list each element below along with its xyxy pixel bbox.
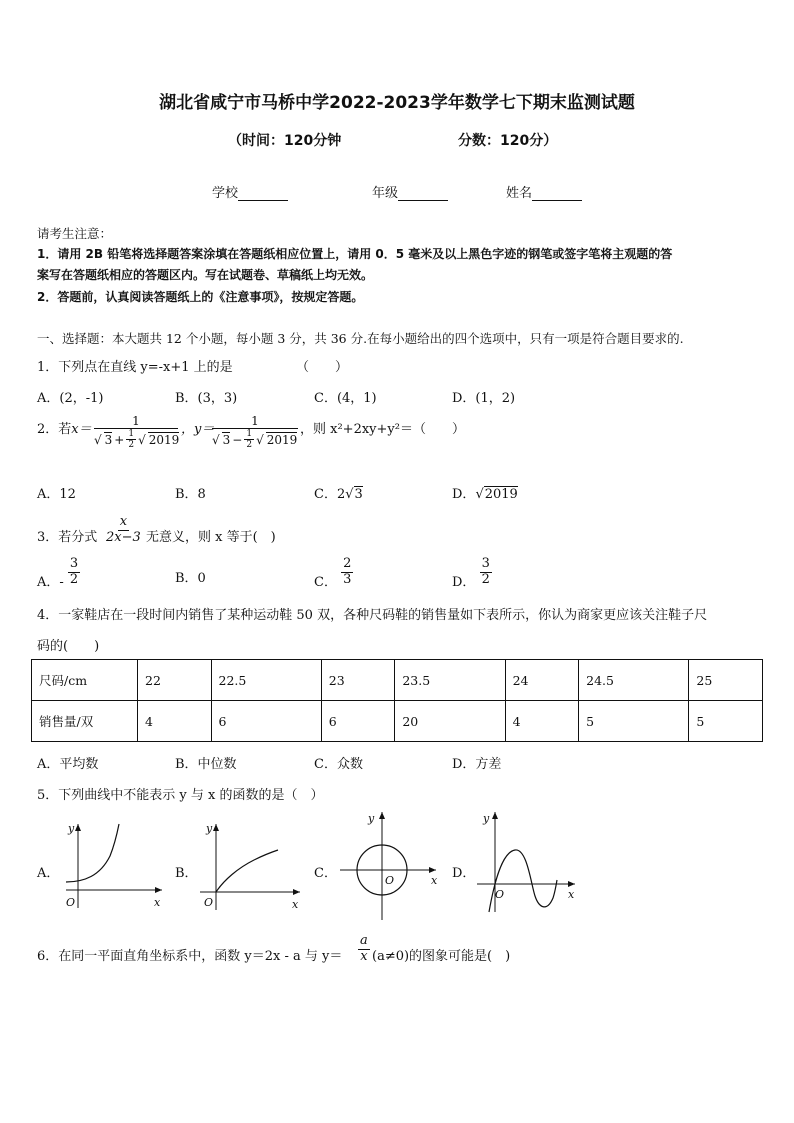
graph-a-origin: O [66, 896, 76, 909]
table-cell: 24.5 [579, 660, 689, 701]
notice-line-1b: 案写在答题纸相应的答题区内。写在试题卷、草稿纸上均无效。 [37, 268, 374, 282]
half-num: 1 [128, 429, 135, 439]
q3-a-den: 2 [69, 571, 79, 587]
q2-y-var: ，y＝ [181, 422, 215, 437]
notice-line-1a: 1．请用 2B 铅笔将选择题答案涂填在答题纸相应位置上，请用 0．5 毫米及以上黑色字迹的钢笔或签字笔将主观题的答 [37, 247, 673, 261]
q2-option-d[interactable]: D．√2019 [452, 487, 518, 502]
table-cell: 25 [689, 660, 763, 701]
sqrt3-x: 3 [104, 433, 113, 448]
q2-prefix: 2．若 [37, 422, 72, 437]
q3-frac-num: x [119, 514, 128, 529]
section-heading: 一、选择题：本大题共 12 个小题，每小题 3 分，共 36 分.在每小题给出的四个选项中，只有一项是符合题目要求的. [37, 331, 684, 346]
q2-stem [37, 418, 92, 437]
q1-paren: （ ） [296, 360, 349, 375]
q2-frac-y-num: 1 [212, 414, 298, 429]
q1-option-b[interactable]: B．(3，3) [175, 391, 238, 406]
graph-c[interactable] [330, 808, 445, 923]
q2-frac-x-den: √ 3 + $\frac{1}{2}$ √ 2019 [94, 429, 180, 451]
school-label: 学校 [212, 186, 239, 201]
q5-stem: 5．下列曲线中不能表示 y 与 x 的函数的是（ ） [37, 788, 324, 803]
plus-sign: + [114, 432, 125, 447]
q6-suffix: (a≠0)的图象可能是( ) [372, 949, 511, 964]
q6-fraction [358, 934, 370, 965]
q1-option-c[interactable]: C．(4，1) [314, 391, 377, 406]
q4-stem-2: 码的( ) [37, 639, 100, 654]
table-cell: 尺码/cm [32, 660, 138, 701]
name-label: 姓名 [506, 186, 533, 201]
q3-option-a[interactable]: A．- $\frac{3}{2}$ [37, 556, 79, 590]
q1-option-a[interactable]: A．(2，-1) [37, 391, 104, 406]
table-row-sales [32, 701, 763, 742]
table-cell: 6 [211, 701, 321, 742]
table-cell: 4 [505, 701, 579, 742]
q2-suffix: ，则 x²+2xy+y²＝（ ） [300, 422, 465, 437]
q5-option-a-label[interactable]: A． [37, 866, 60, 881]
q2-optd-radicand: 2019 [484, 487, 518, 502]
q6-frac-den: x [360, 948, 368, 964]
q3-c-num: 2 [343, 556, 352, 571]
table-cell: 23.5 [395, 660, 505, 701]
q6-frac-num: a [360, 933, 368, 948]
table-cell: 5 [689, 701, 763, 742]
shoe-size-table [31, 659, 763, 742]
graph-d[interactable] [475, 808, 580, 918]
half-den-y: 2 [246, 440, 253, 451]
graph-b[interactable] [200, 818, 305, 913]
sqrt2019-x: 2019 [148, 433, 180, 448]
q5-option-b-label[interactable]: B． [175, 866, 198, 881]
graph-c-y-label: y [368, 812, 375, 825]
q2-frac-x [94, 414, 179, 451]
graph-c-x-label: x [431, 874, 438, 887]
table-cell: 销售量/双 [32, 701, 138, 742]
grade-field[interactable] [372, 182, 448, 201]
q2-frac-y-den: √ 3 − $\frac{1}{2}$ √ 2019 [212, 429, 298, 451]
q2-option-a[interactable]: A．12 [37, 487, 76, 502]
graph-b-y-label: y [206, 822, 213, 835]
sqrt3-y: 3 [222, 433, 231, 448]
table-cell: 20 [395, 701, 505, 742]
table-cell: 4 [138, 701, 212, 742]
graph-a[interactable] [62, 818, 167, 913]
q6-prefix: 6．在同一平面直角坐标系中，函数 y＝2x - a 与 y＝ [37, 949, 343, 964]
q2-x-var: x＝ [71, 422, 92, 437]
grade-label: 年级 [372, 186, 399, 201]
q5-option-c-label[interactable]: C． [314, 866, 337, 881]
graph-a-x-label: x [154, 896, 161, 909]
q2-option-c[interactable]: C．2√3 [314, 487, 363, 502]
half-num-y: 1 [246, 429, 253, 439]
q1-stem: 1．下列点在直线 y=-x+1 上的是 [37, 360, 233, 375]
q1-option-d[interactable]: D．(1，2) [452, 391, 516, 406]
table-cell: 22.5 [211, 660, 321, 701]
graph-c-origin: O [385, 874, 395, 887]
q4-option-d[interactable]: D．方差 [452, 757, 502, 772]
table-cell: 22 [138, 660, 212, 701]
q2-option-b[interactable]: B．8 [175, 487, 206, 502]
q3-d-num: 3 [481, 556, 490, 571]
sqrt2019-y: 2019 [266, 433, 298, 448]
minus-sign: − [232, 432, 243, 447]
graph-a-y-label: y [68, 822, 75, 835]
table-cell: 23 [321, 660, 395, 701]
q3-option-b[interactable]: B．0 [175, 571, 206, 586]
notice-line-2: 2．答题前，认真阅读答题纸上的《注意事项》，按规定答题。 [37, 290, 364, 304]
q2-frac-x-num: 1 [94, 414, 178, 429]
q3-suffix: 无意义，则 x 等于( ) [146, 530, 276, 545]
q4-option-b[interactable]: B．中位数 [175, 757, 237, 772]
exam-score: 分数：120分） [458, 133, 558, 149]
page-title: 湖北省咸宁市马桥中学2022-2023学年数学七下期末监测试题 [159, 93, 635, 113]
graph-d-x-label: x [568, 888, 575, 901]
table-row-size [32, 660, 763, 701]
graph-b-origin: O [204, 896, 214, 909]
table-cell: 6 [321, 701, 395, 742]
q3-a-num: 3 [69, 556, 79, 571]
exam-time: （时间：120分钟 [228, 133, 342, 149]
table-cell: 24 [505, 660, 579, 701]
q5-option-d-label[interactable]: D． [452, 866, 476, 881]
q3-frac-den: 2x−3 [106, 529, 141, 545]
q3-fraction [104, 515, 143, 546]
name-field[interactable] [506, 182, 582, 201]
q4-option-c[interactable]: C．众数 [314, 757, 363, 772]
q4-stem-1: 4．一家鞋店在一段时间内销售了某种运动鞋 50 双，各种尺码鞋的销售量如下表所示，你认为商家更应该关注鞋子尺 [37, 608, 708, 623]
half-den: 2 [128, 440, 135, 451]
q3-option-d[interactable]: D． $\frac{3}{2}$ [452, 556, 490, 590]
q3-prefix: 3．若分式 [37, 530, 98, 545]
q3-c-den: 3 [343, 571, 352, 587]
graph-d-y-label: y [483, 812, 490, 825]
q3-d-den: 2 [481, 571, 490, 587]
graph-d-origin: O [495, 888, 505, 901]
table-cell: 5 [579, 701, 689, 742]
school-field[interactable] [212, 182, 288, 201]
graph-b-x-label: x [292, 898, 299, 911]
q4-option-a[interactable]: A．平均数 [37, 757, 99, 772]
q2-optc-radicand: 3 [354, 487, 363, 502]
q2-frac-y [212, 414, 298, 451]
q3-option-c[interactable]: C． $\frac{2}{3}$ [314, 556, 352, 590]
notice-heading: 请考生注意： [37, 226, 113, 241]
